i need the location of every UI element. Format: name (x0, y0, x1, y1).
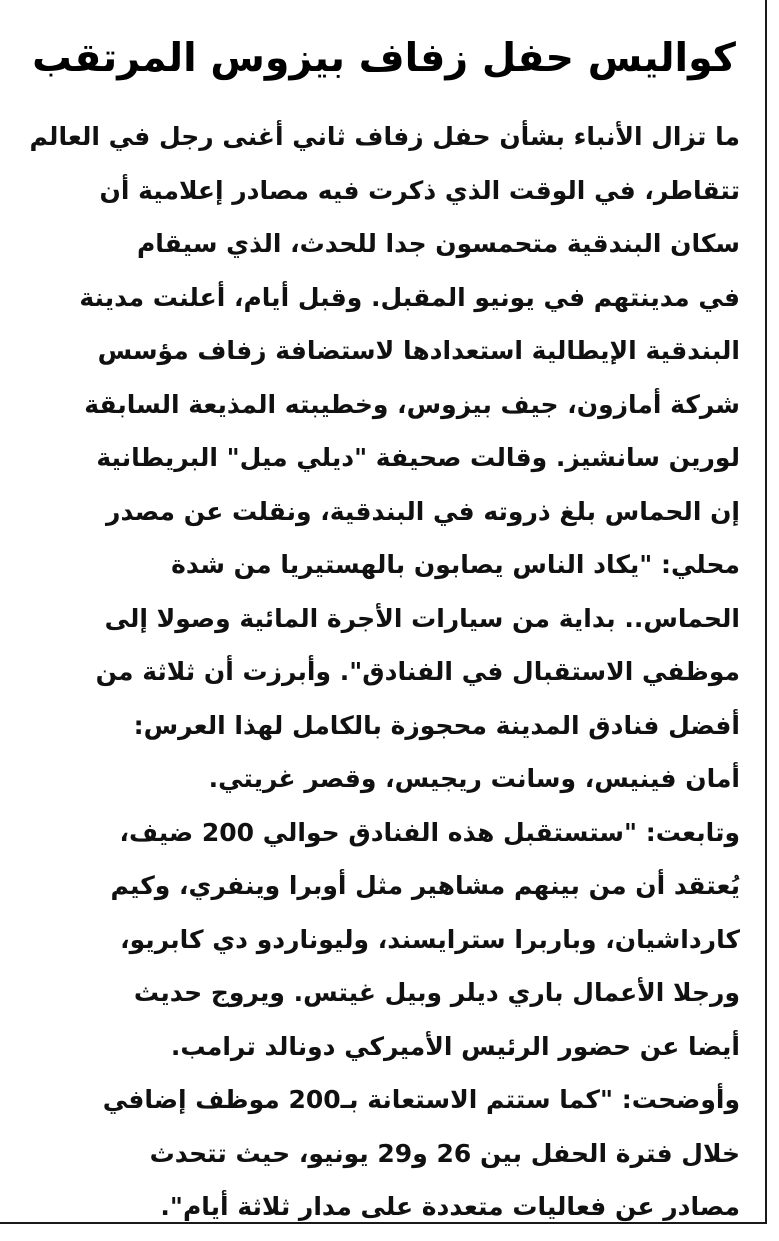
article-line: الحماس.. بداية من سيارات الأجرة المائية وصولا إلى (104, 603, 740, 633)
article-line: أيضا عن حضور الرئيس الأميركي دونالد ترامب. (170, 1031, 740, 1061)
article-body (28, 110, 740, 1234)
article-line: لورين سانشيز. وقالت صحيفة "ديلي ميل" البريطانية (96, 443, 740, 472)
article-line: كارداشيان، وباربرا سترايسند، وليوناردو دي كابريو، (120, 924, 740, 954)
article-line: ورجلا الأعمال باري ديلر وبيل غيتس. ويروج حديث (133, 978, 740, 1007)
article-line: في مدينتهم في يونيو المقبل. وقبل أيام، أعلنت مدينة (79, 282, 740, 312)
article-line: البندقية الإيطالية استعدادها لاستضافة زفاف مؤسس (97, 336, 740, 365)
article-line: مصادر عن فعاليات متعددة على مدار ثلاثة أيام". (160, 1192, 740, 1221)
article-line: يُعتقد أن من بينهم مشاهير مثل أوبرا وينفري، وكيم (110, 871, 740, 900)
article-line: أمان فينيس، وسانت ريجيس، وقصر غريتي. (208, 764, 740, 793)
article-line: محلي: "يكاد الناس يصابون بالهستيريا من شدة (171, 550, 740, 579)
article-line: تتقاطر، في الوقت الذي ذكرت فيه مصادر إعلامية أن (99, 175, 740, 205)
article-line: خلال فترة الحفل بين 26 و29 يونيو، حيث تتحدث (149, 1138, 740, 1168)
news-article (28, 0, 740, 1234)
article-line: سكان البندقية متحمسون جدا للحدث، الذي سيقام (136, 229, 740, 258)
article-line: أفضل فنادق المدينة محجوزة بالكامل لهذا العرس: (133, 710, 740, 740)
article-line: شركة أمازون، جيف بيزوس، وخطيبته المذيعة السابقة (84, 389, 740, 419)
article-line: موظفي الاستقبال في الفنادق". وأبرزت أن ثلاثة من (95, 657, 740, 686)
article-headline: كواليس حفل زفاف بيزوس المرتقب (32, 35, 736, 81)
article-line: وأوضحت: "كما ستتم الاستعانة بـ200 موظف إضافي (102, 1085, 740, 1114)
article-line: وتابعت: "ستستقبل هذه الفنادق حوالي 200 ضيف، (119, 817, 740, 847)
article-line: ما تزال الأنباء بشأن حفل زفاف ثاني أغنى رجل في العالم (29, 122, 740, 151)
article-line: إن الحماس بلغ ذروته في البندقية، ونقلت عن مصدر (106, 496, 740, 526)
